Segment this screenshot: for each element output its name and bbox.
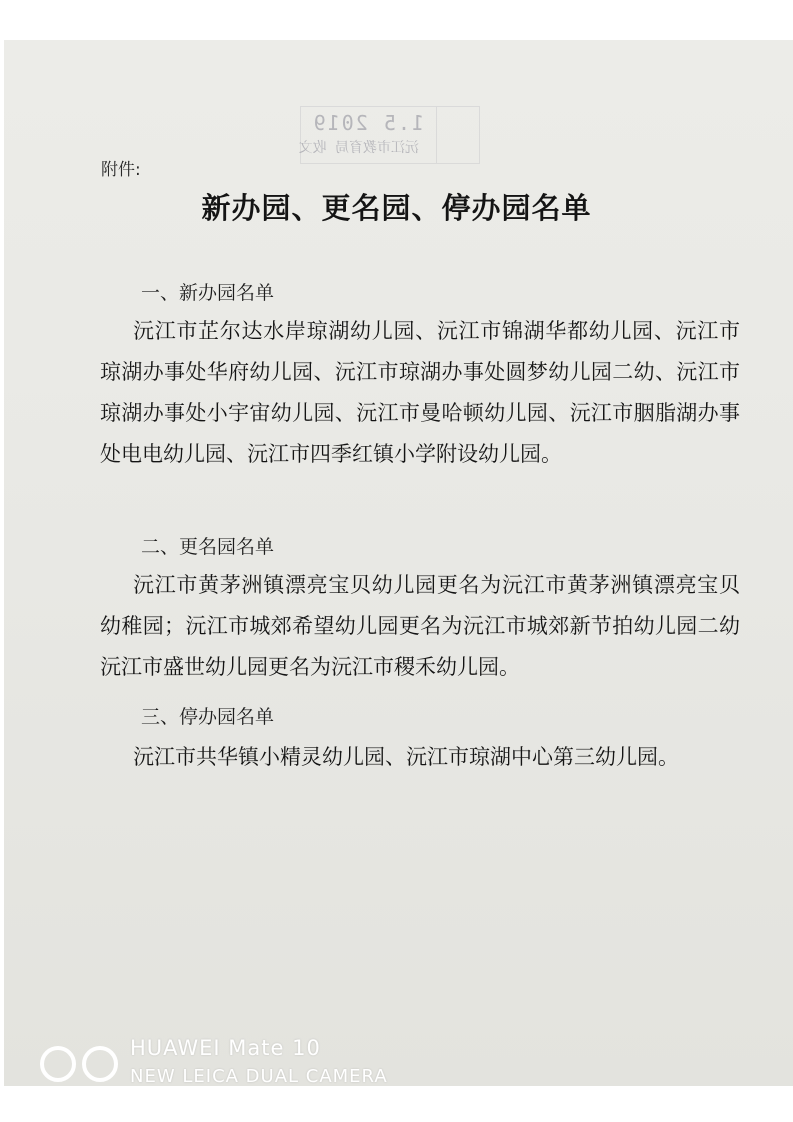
watermark-camera: NEW LEICA DUAL CAMERA <box>130 1066 388 1087</box>
leica-circles-icon <box>38 1044 126 1084</box>
received-stamp <box>300 106 480 164</box>
stamp-divider <box>436 107 437 163</box>
attachment-label: 附件: <box>101 160 141 180</box>
section-heading-renamed: 二、更名园名单 <box>141 536 275 558</box>
stamp-text: 沅江市教育局 收文 <box>298 140 419 156</box>
section-body-closed: 沅江市共华镇小精灵幼儿园、沅江市琼湖中心第三幼儿园。 <box>133 745 679 769</box>
section-body-renamed: 沅江市黄茅洲镇漂亮宝贝幼儿园更名为沅江市黄茅洲镇漂亮宝贝幼稚园；沅江市城郊希望幼儿园更名为沅江市城郊新节拍幼儿园二幼沅江市盛世幼儿园更名为沅江市稷禾幼儿园。 <box>100 573 740 679</box>
section-heading-new: 一、新办园名单 <box>141 282 275 304</box>
section-body-new: 沅江市芷尔达水岸琼湖幼儿园、沅江市锦湖华都幼儿园、沅江市琼湖办事处华府幼儿园、沅江市琼湖办事处圆梦幼儿园二幼、沅江市琼湖办事处小宇宙幼儿园、沅江市曼哈顿幼儿园、沅江市胭脂湖办事处电电幼儿园、沅江市四季红镇小学附设幼儿园。 <box>100 319 740 466</box>
section-heading-closed: 三、停办园名单 <box>141 706 275 728</box>
watermark-model: HUAWEI Mate 10 <box>130 1036 321 1060</box>
stamp-date: 1.5 2019 <box>311 111 424 135</box>
document-title: 新办园、更名园、停办园名单 <box>201 191 592 225</box>
